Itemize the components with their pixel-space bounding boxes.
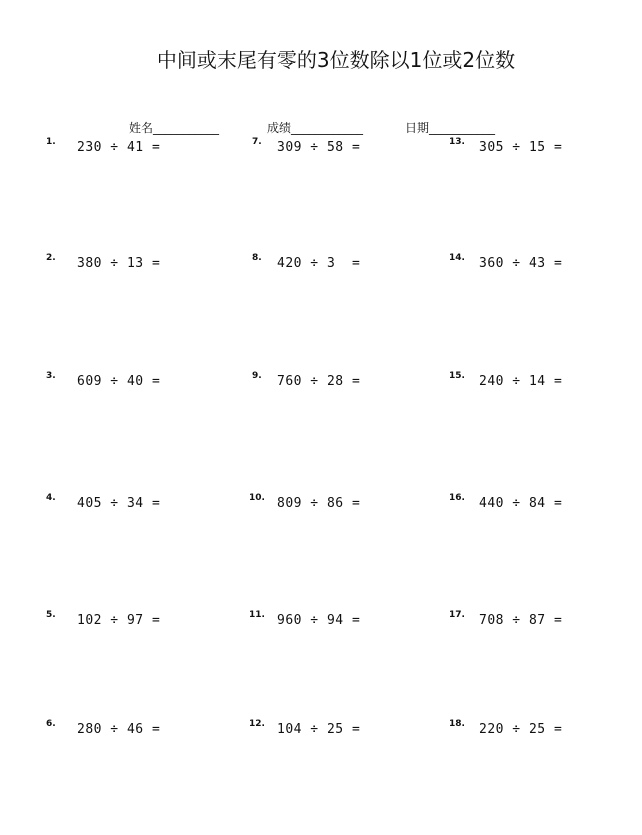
problem-number: 13. bbox=[449, 137, 465, 147]
problem-number: 4. bbox=[46, 493, 56, 503]
problem-number: 9. bbox=[252, 371, 262, 381]
problem-expression: 809 ÷ 86 = bbox=[277, 496, 361, 511]
problem-number: 8. bbox=[252, 253, 262, 263]
problem-number: 10. bbox=[249, 493, 265, 503]
problem-expression: 405 ÷ 34 = bbox=[77, 496, 161, 511]
problem-expression: 960 ÷ 94 = bbox=[277, 613, 361, 628]
problem-number: 14. bbox=[449, 253, 465, 263]
problem-number: 16. bbox=[449, 493, 465, 503]
problem-expression: 230 ÷ 41 = bbox=[77, 140, 161, 155]
problem-number: 15. bbox=[449, 371, 465, 381]
problem-expression: 420 ÷ 3 = bbox=[277, 256, 361, 271]
problem-expression: 220 ÷ 25 = bbox=[479, 722, 563, 737]
problem-number: 3. bbox=[46, 371, 56, 381]
problem-expression: 305 ÷ 15 = bbox=[479, 140, 563, 155]
problem-expression: 309 ÷ 58 = bbox=[277, 140, 361, 155]
problem-expression: 280 ÷ 46 = bbox=[77, 722, 161, 737]
problem-expression: 104 ÷ 25 = bbox=[277, 722, 361, 737]
problem-number: 11. bbox=[249, 610, 265, 620]
problem-number: 7. bbox=[252, 137, 262, 147]
problem-number: 17. bbox=[449, 610, 465, 620]
problem-number: 1. bbox=[46, 137, 56, 147]
problem-expression: 440 ÷ 84 = bbox=[479, 496, 563, 511]
date-field: 日期___________ bbox=[405, 121, 496, 135]
problem-expression: 240 ÷ 14 = bbox=[479, 374, 563, 389]
problem-expression: 708 ÷ 87 = bbox=[479, 613, 563, 628]
score-field: 成绩____________ bbox=[267, 121, 364, 135]
problem-expression: 102 ÷ 97 = bbox=[77, 613, 161, 628]
problem-number: 12. bbox=[249, 719, 265, 729]
worksheet-title: 中间或末尾有零的3位数除以1位或2位数 bbox=[156, 48, 516, 72]
name-field: 姓名___________ bbox=[129, 121, 220, 135]
problem-number: 18. bbox=[449, 719, 465, 729]
problem-expression: 760 ÷ 28 = bbox=[277, 374, 361, 389]
problem-number: 5. bbox=[46, 610, 56, 620]
problem-number: 6. bbox=[46, 719, 56, 729]
problem-expression: 609 ÷ 40 = bbox=[77, 374, 161, 389]
problem-expression: 380 ÷ 13 = bbox=[77, 256, 161, 271]
problem-number: 2. bbox=[46, 253, 56, 263]
problem-expression: 360 ÷ 43 = bbox=[479, 256, 563, 271]
